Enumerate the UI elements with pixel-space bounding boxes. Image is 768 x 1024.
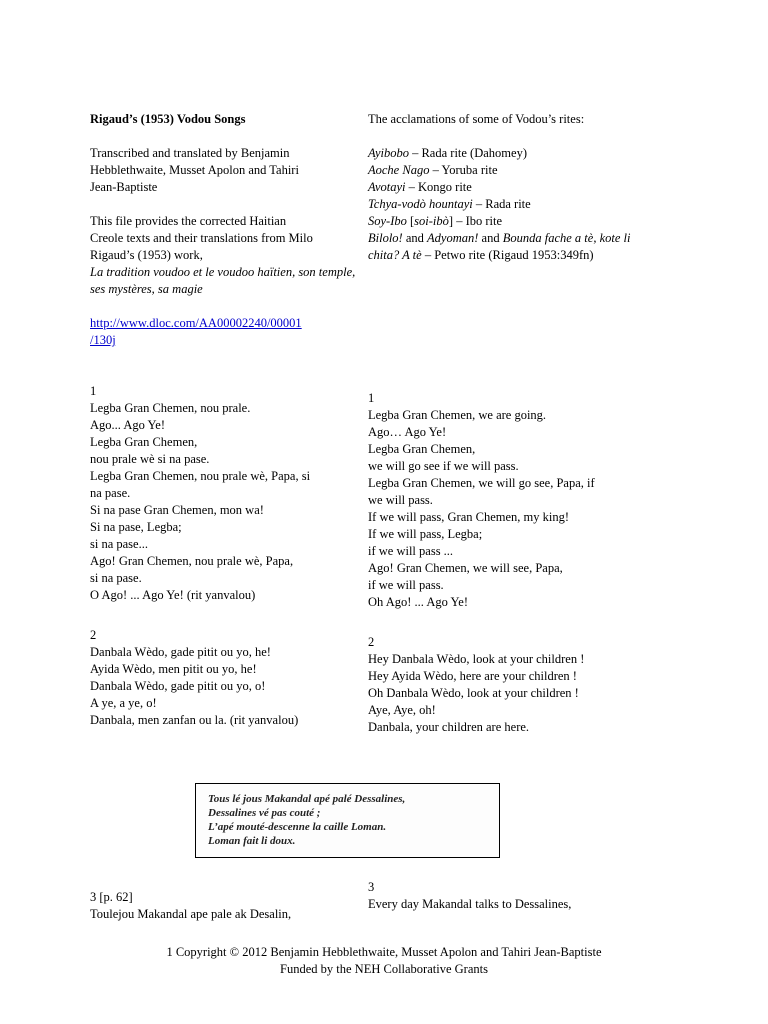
verse-line: Aye, Aye, oh! xyxy=(368,703,436,717)
rite-item: Aoche Nago – Yoruba rite xyxy=(368,163,498,177)
verse-line: if we will pass ... xyxy=(368,544,454,558)
verse-line: si na pase... xyxy=(90,537,148,551)
song-number: 2 xyxy=(368,635,375,649)
verse-line: Ayida Wèdo, men pitit ou yo, he! xyxy=(90,662,257,676)
rite-item-petwo-1: Bilolo! and Adyoman! and Bounda fache a tè, kote li xyxy=(368,231,631,245)
rite-item: Soy-Ibo [soi-ibò] – Ibo rite xyxy=(368,214,503,228)
funding-line: Funded by the NEH Collaborative Grants xyxy=(280,962,488,976)
verse-line: if we will pass. xyxy=(368,578,444,592)
source-link-line-1[interactable]: http://www.dloc.com/AA00002240/00001 xyxy=(90,316,302,330)
verse-line: Hey Danbala Wèdo, look at your children ! xyxy=(368,652,585,666)
intro-line-3: Rigaud’s (1953) work, xyxy=(90,248,203,262)
verse-line: na pase. xyxy=(90,486,131,500)
source-link-line-2[interactable]: /130j xyxy=(90,333,116,347)
verse-line: A ye, a ye, o! xyxy=(90,696,157,710)
song-1-creole xyxy=(90,383,358,604)
verse-line: Legba Gran Chemen, xyxy=(368,442,476,456)
verse-line: Oh Ago! ... Ago Ye! xyxy=(368,595,469,609)
credits-line-3: Jean-Baptiste xyxy=(90,180,158,194)
song-3-english xyxy=(368,879,660,913)
intro-line-2: Creole texts and their translations from Milo xyxy=(90,231,313,245)
clipping-line: L’apé mouté-descenne la caille Loman. xyxy=(208,821,387,833)
song-number: 3 [p. 62] xyxy=(90,890,133,904)
verse-line: Ago... Ago Ye! xyxy=(90,418,166,432)
acclamations-title: The acclamations of some of Vodou’s rites: xyxy=(368,112,585,126)
song-number: 2 xyxy=(90,628,97,642)
song-1-english xyxy=(368,390,660,611)
rite-item-petwo-2: chita? A tè – Petwo rite (Rigaud 1953:349fn) xyxy=(368,248,594,262)
verse-line: Si na pase, Legba; xyxy=(90,520,182,534)
verse-line: nou prale wè si na pase. xyxy=(90,452,210,466)
verse-line: Oh Danbala Wèdo, look at your children ! xyxy=(368,686,579,700)
right-header xyxy=(368,111,660,264)
rite-item: Tchya-vodò hountayi – Rada rite xyxy=(368,197,531,211)
verse-line: Legba Gran Chemen, nou prale wè, Papa, si xyxy=(90,469,311,483)
verse-line: If we will pass, Gran Chemen, my king! xyxy=(368,510,570,524)
verse-line: Hey Ayida Wèdo, here are your children ! xyxy=(368,669,577,683)
verse-line: Si na pase Gran Chemen, mon wa! xyxy=(90,503,264,517)
book-title-line-2: ses mystères, sa magie xyxy=(90,282,203,296)
credits-line-1: Transcribed and translated by Benjamin xyxy=(90,146,290,160)
page-footer xyxy=(0,944,768,978)
verse-line: If we will pass, Legba; xyxy=(368,527,483,541)
clipping-line: Tous lé jous Makandal apé palé Dessalines, xyxy=(208,793,406,805)
song-number: 3 xyxy=(368,880,375,894)
document-title: Rigaud’s (1953) Vodou Songs xyxy=(90,112,246,126)
song-3-creole xyxy=(90,889,358,923)
intro-line-1: This file provides the corrected Haitian xyxy=(90,214,287,228)
verse-line: we will pass. xyxy=(368,493,433,507)
verse-line: Legba Gran Chemen, we are going. xyxy=(368,408,547,422)
verse-line: Danbala Wèdo, gade pitit ou yo, o! xyxy=(90,679,266,693)
credits-line-2: Hebblethwaite, Musset Apolon and Tahiri xyxy=(90,163,299,177)
song-number: 1 xyxy=(90,384,97,398)
book-title-line-1: La tradition voudoo et le voudoo haïtien, son temple, xyxy=(90,265,356,279)
verse-line: Legba Gran Chemen, xyxy=(90,435,198,449)
verse-line: Legba Gran Chemen, we will go see, Papa, if xyxy=(368,476,595,490)
verse-line: Ago… Ago Ye! xyxy=(368,425,447,439)
left-header xyxy=(90,111,358,349)
song-number: 1 xyxy=(368,391,375,405)
rite-item: Avotayi – Kongo rite xyxy=(368,180,472,194)
verse-line: we will go see if we will pass. xyxy=(368,459,519,473)
verse-line: Every day Makandal talks to Dessalines, xyxy=(368,897,572,911)
verse-line: O Ago! ... Ago Ye! (rit yanvalou) xyxy=(90,588,256,602)
clipping-line: Dessalines vé pas couté ; xyxy=(208,807,321,819)
song-2-creole xyxy=(90,627,358,729)
verse-line: Legba Gran Chemen, nou prale. xyxy=(90,401,251,415)
verse-line: Danbala, your children are here. xyxy=(368,720,530,734)
scanned-clipping xyxy=(195,783,500,858)
song-2-english xyxy=(368,634,660,736)
verse-line: si na pase. xyxy=(90,571,142,585)
verse-line: Ago! Gran Chemen, we will see, Papa, xyxy=(368,561,563,575)
rite-item: Ayibobo – Rada rite (Dahomey) xyxy=(368,146,527,160)
copyright-line: 1 Copyright © 2012 Benjamin Hebblethwaite, Musset Apolon and Tahiri Jean-Baptiste xyxy=(166,945,602,959)
clipping-line: Loman fait li doux. xyxy=(208,835,296,847)
verse-line: Toulejou Makandal ape pale ak Desalin, xyxy=(90,907,292,921)
verse-line: Danbala Wèdo, gade pitit ou yo, he! xyxy=(90,645,271,659)
verse-line: Danbala, men zanfan ou la. (rit yanvalou) xyxy=(90,713,299,727)
verse-line: Ago! Gran Chemen, nou prale wè, Papa, xyxy=(90,554,294,568)
